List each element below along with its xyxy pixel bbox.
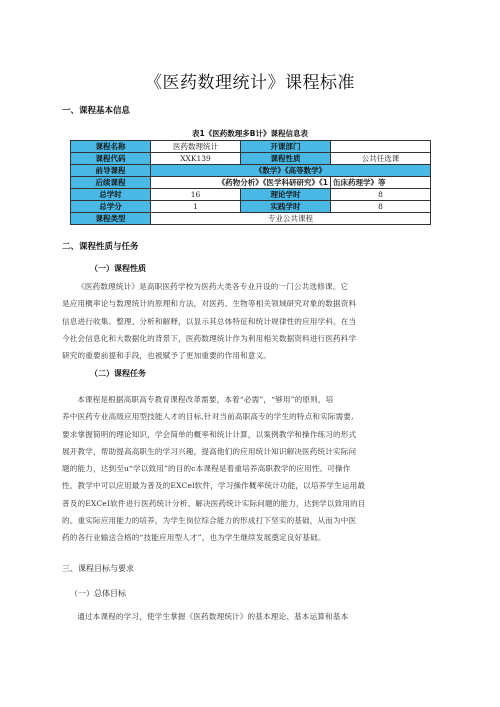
section-heading-goals: 三、课程目标与要求 — [62, 564, 134, 573]
table-cell: 前导课程 — [71, 165, 151, 177]
table-cell: 8 — [331, 201, 431, 213]
table-row — [71, 153, 431, 165]
table-row — [71, 201, 431, 213]
table-cell: 课程性质 — [241, 153, 331, 165]
table-cell: 后续课程 — [71, 177, 151, 189]
text-line: 题的能力，达到至u“学以致用”的目的c本课程是着重培养高职教学的应用性、可操作 — [62, 464, 351, 474]
text-line: 要求掌握简明的理论知识，学会简单的概率和统计计算，以案例教学和操作练习的形式 — [62, 429, 357, 439]
table-caption: 表1《医药数理多B计》课程信息表 — [192, 129, 308, 138]
table-cell: 总学时 — [71, 189, 151, 201]
table-cell: 实践学时 — [241, 201, 331, 213]
text-line: 今社会信息化和大数据化的背景下，医药数理统计作为利用相关数据资料进行医药科学 — [62, 333, 357, 343]
table-cell: 《数学》《高等数学》 — [151, 165, 431, 177]
table-cell: 医药数理统计 — [151, 141, 241, 153]
text-line: 性，教学中可以应用最为普及的EXCel软件，学习操作概率统计功能，以培养学生运用最 — [62, 481, 366, 491]
text-line: 展开教学，帮助提高高职生的学习兴趣，提高他们的应用统计知识解决医药统计实际问 — [62, 446, 357, 456]
table-row — [71, 165, 431, 177]
table-cell: 16 — [151, 189, 241, 201]
table-cell: 总学分 — [71, 201, 151, 213]
section-heading-nature-tasks: 二、课程性质与任务 — [62, 242, 139, 252]
table-row — [71, 141, 431, 153]
text-line: 药的各行业输送合格的“技能应用型人才”，也为学生继续发展奠定良好基础。 — [62, 533, 326, 543]
text-line: 普及的EXCeI软件进行医药统计分析、解决医药统计实际问题的能力，达到学以致用的目 — [62, 498, 366, 508]
table-cell: 缶床药理学》等 — [331, 177, 431, 189]
table-cell: 课程名称 — [71, 141, 151, 153]
table-cell — [331, 141, 431, 153]
table-cell: 公共任选课 — [331, 153, 431, 165]
document-title: 《医药数理统计》课程标准 — [145, 73, 355, 93]
text-line: 信息进行收集、整理、分析和解释，以显示其总体特征和统计规律性的应用学科。在当 — [62, 316, 357, 326]
text-line: 通过本课程的学习，使学生掌握《医药数理统计》的基本理论、基本运算和基本 — [77, 612, 349, 621]
text-line: 的。重实际应用能力的培养，为学生岗位综合能力的形成打下坚实的基础，从而为中医 — [62, 516, 357, 526]
table-cell: 《药物分析》《医学科研研究》《1 — [151, 177, 331, 189]
table-row — [71, 189, 431, 201]
subheading-overall-goal: （一）总体目标 — [70, 589, 126, 598]
section-heading-basic-info: 一、课程基本信息 — [62, 106, 131, 116]
overall-goal-paragraph — [62, 608, 440, 625]
course-info-table — [70, 140, 431, 225]
subheading-course-nature: （一）课程性质 — [90, 264, 146, 273]
table-cell: 理论学时 — [241, 189, 331, 201]
text-line: 研究的重要前提和手段，也被赋予了更加重要的作用和意义。 — [62, 351, 272, 361]
table-row — [71, 213, 431, 225]
table-cell: 课程代码 — [71, 153, 151, 165]
text-line: 《医药数理统计》是高职医药学校为医药大类各专业开设的一门公共选修课。它 — [77, 282, 349, 291]
table-cell: 8 — [331, 189, 431, 201]
text-line: 养中医药专业高级应用型技能人才的目标,针对当前高职高专的学生的特点和实际需要, — [62, 412, 354, 422]
course-nature-paragraph — [62, 278, 440, 364]
course-tasks-paragraph — [62, 391, 440, 547]
table-cell: 课程类型 — [71, 213, 151, 225]
table-cell: 1 — [151, 201, 241, 213]
table-row — [71, 177, 431, 189]
text-line: 是应用概率论与数理统计的原理和方法，对医药、生物等相关领域研究对象的数据资料 — [62, 299, 357, 309]
table-cell: 专业公共课程 — [151, 213, 431, 225]
text-line: 本课程是根据高职高专教育课程改革需要，本着“必需”，“够用”的原则，培 — [77, 395, 334, 404]
table-cell: 开课部门 — [241, 141, 331, 153]
subheading-course-tasks: （二）课程任务 — [90, 369, 146, 378]
table-cell: XXK139 — [151, 153, 241, 165]
